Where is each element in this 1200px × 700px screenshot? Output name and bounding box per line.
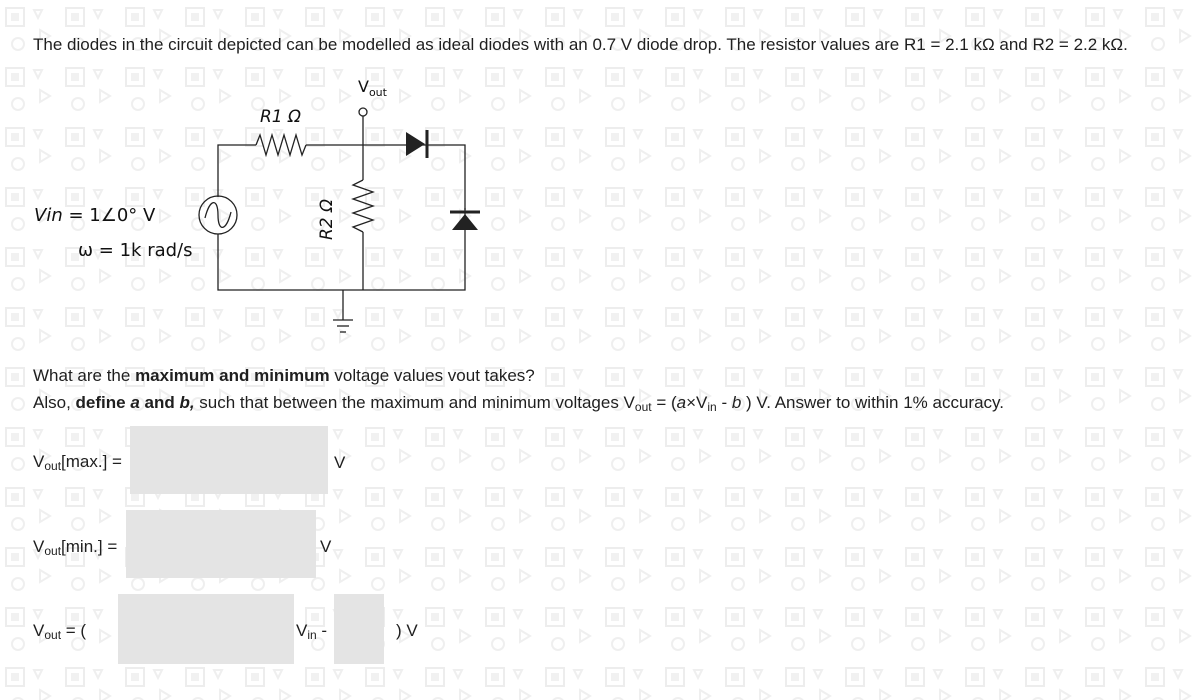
eq-close: ) V: [396, 621, 418, 640]
wire-top-left: [218, 145, 256, 197]
also-eq: = (: [651, 393, 677, 412]
r1-resistor: [256, 135, 306, 155]
also-times: ×V: [686, 393, 708, 412]
diode-d2: [450, 208, 480, 235]
wire-bottom: [218, 234, 465, 290]
also-end: ) V. Answer to within 1% accuracy.: [741, 393, 1004, 412]
vin-sub: in: [307, 628, 317, 642]
question-bold: maximum and minimum: [135, 366, 330, 385]
vout-label: $V_{out}$: [358, 77, 387, 99]
also-bold: define: [75, 393, 126, 412]
also-lead: Also,: [33, 393, 76, 412]
r2-label: R2 Ω: [317, 198, 337, 240]
question-tail: voltage values vout takes?: [329, 366, 535, 385]
circuit-diagram: [20, 70, 540, 370]
vmin-input[interactable]: [126, 510, 316, 578]
var-a2: a: [676, 393, 687, 412]
var-a: a: [130, 393, 140, 412]
also-and: and: [139, 393, 180, 412]
define-line: [33, 393, 1004, 414]
eq-v: V: [33, 621, 45, 640]
vmax-unit: V: [334, 453, 346, 472]
r1-label: R1 Ω: [260, 107, 302, 127]
eq-sub: out: [44, 628, 62, 642]
vmin-label: [33, 537, 117, 558]
vmax-input[interactable]: [130, 426, 328, 494]
diode-d1: [406, 130, 427, 158]
vmin-sub: out: [44, 544, 62, 558]
question-lead: What are the: [33, 366, 136, 385]
omega-label: ω = 1k rad/s: [78, 240, 193, 261]
vmax-label: [33, 452, 122, 473]
vmin-suffix: [min.] =: [61, 537, 118, 556]
vin-term: [296, 621, 327, 642]
var-b: b,: [179, 393, 195, 412]
problem-intro: [33, 35, 1128, 55]
vin-label: Vin = 1∠0° V: [34, 205, 156, 226]
vmin-unit: V: [320, 537, 332, 556]
also-mid: such that between the maximum and minimum voltages V: [194, 393, 635, 412]
vin-v: V: [296, 621, 308, 640]
also-out-sub: out: [634, 400, 652, 414]
var-b2: b: [731, 393, 742, 412]
eq-label: [33, 621, 86, 642]
vin-suffix: -: [316, 621, 328, 640]
question-line: [33, 366, 535, 386]
vmax-sub: out: [44, 459, 62, 473]
ac-wave-icon: [205, 203, 231, 228]
vmax-v: V: [33, 452, 45, 471]
vout-terminal: [359, 108, 367, 116]
a-input[interactable]: [118, 594, 294, 664]
also-minus: -: [716, 393, 732, 412]
intro-text: The diodes in the circuit depicted can be modelled as ideal diodes with an 0.7 V diode drop. The resistor values are R1 = 2.1 kΩ and R2 = 2.2 kΩ.: [33, 35, 1128, 54]
vmax-suffix: [max.] =: [61, 452, 122, 471]
vmin-v: V: [33, 537, 45, 556]
r2-resistor: [353, 180, 373, 232]
also-in-sub: in: [707, 400, 717, 414]
eq-suffix: = (: [61, 621, 87, 640]
b-input[interactable]: [334, 594, 384, 664]
